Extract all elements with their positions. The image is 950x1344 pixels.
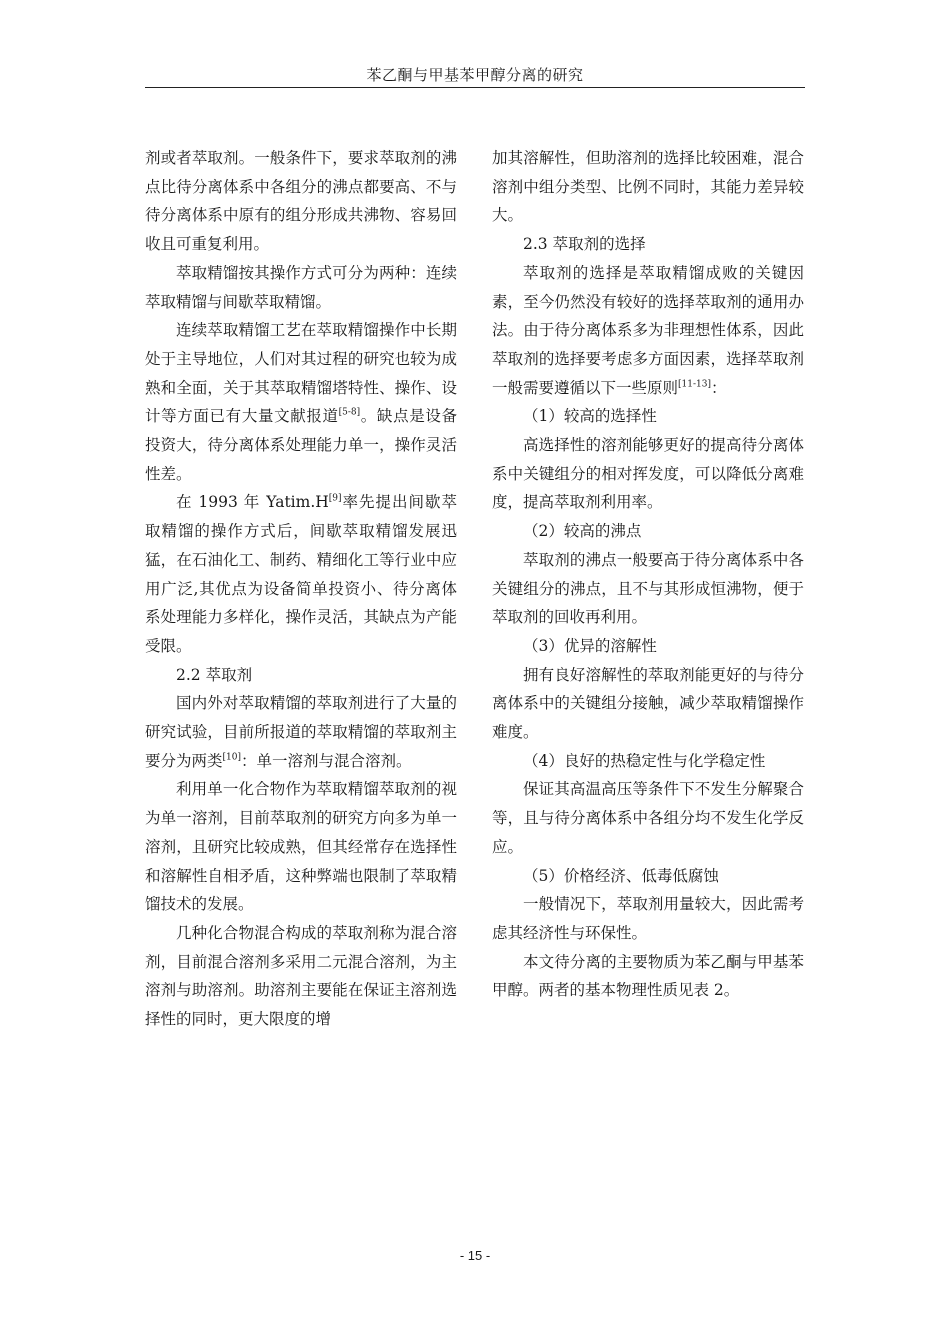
criterion-heading-1: （1）较高的选择性	[523, 407, 657, 426]
paragraph-text: 。缺点是设备投资大，待分离体系处理能力单一，操作灵活性差。	[145, 407, 457, 483]
criterion-heading-5: （5）价格经济、低毒低腐蚀	[523, 866, 719, 885]
citation-ref: [9]	[328, 494, 342, 505]
criterion-heading-3: （3）优异的溶解性	[523, 636, 657, 655]
paragraph: 高选择性的溶剂能够更好的提高待分离体系中关键组分的相对挥发度，可以降低分离难度，提高萃取剂利用率。	[492, 436, 804, 512]
paragraph-text: 国内外对萃取精馏的萃取剂进行了大量的研究试验，目前所报道的萃取精馏的萃取剂主要分为两类	[145, 694, 457, 770]
paragraph-text: ：单一溶剂与混合溶剂。	[241, 751, 412, 770]
paragraph	[145, 689, 457, 775]
citation-ref: [5-8]	[338, 408, 361, 419]
citation-ref: [11-13]	[678, 379, 711, 390]
paragraph: 一般情况下，萃取剂用量较大，因此需考虑其经济性与环保性。	[492, 895, 804, 942]
paragraph: 加其溶解性，但助溶剂的选择比较困难，混合溶剂中组分类型、比例不同时，其能力差异较大。	[492, 149, 804, 225]
paragraph	[145, 316, 457, 488]
paragraph: 萃取精馏按其操作方式可分为两种：连续萃取精馏与间歇萃取精馏。	[145, 263, 457, 311]
paragraph: 几种化合物混合构成的萃取剂称为混合溶剂，目前混合溶剂多采用二元混合溶剂，为主溶剂与助溶剂。助溶剂主要能在保证主溶剂选择性的同时，更大限度的增	[145, 923, 457, 1029]
paragraph: 保证其高温高压等条件下不发生分解聚合等，且与待分离体系中各组分均不发生化学反应。	[492, 780, 804, 856]
paragraph: 本文待分离的主要物质为苯乙酮与甲基苯甲醇。两者的基本物理性质见表 2。	[492, 952, 804, 1000]
paragraph: 利用单一化合物作为萃取精馏萃取剂的视为单一溶剂，目前萃取剂的研究方向多为单一溶剂，且研究比较成熟，但其经常存在选择性和溶解性自相矛盾，这种弊端也限制了萃取精馏技术的发展。	[145, 780, 457, 914]
running-header-title: 苯乙酮与甲基苯甲醇分离的研究	[366, 66, 584, 84]
paragraph	[492, 259, 804, 403]
paragraph: 萃取剂的沸点一般要高于待分离体系中各关键组分的沸点，且不与其形成恒沸物，便于萃取剂的回收再利用。	[492, 550, 804, 627]
page-number: - 15 -	[459, 1248, 491, 1263]
right-column	[492, 144, 804, 1005]
paragraph	[145, 488, 457, 660]
paragraph-text: 连续萃取精馏工艺在萃取精馏操作中长期处于主导地位，人们对其过程的研究也较为成熟和全面，关于其萃取精馏塔特性、操作、设计等方面已有大量文献报道	[145, 321, 457, 426]
paragraph-text: 率先提出间歇萃取精馏的操作方式后，间歇萃取精馏发展迅猛，在石油化工、制药、精细化工等行业中应用广泛,其优点为设备简单投资小、待分离体系处理能力多样化，操作灵活，其缺点为产能受限。	[145, 493, 457, 655]
paragraph-text: 萃取剂的选择是萃取精馏成败的关键因素，至今仍然没有较好的选择萃取剂的通用办法。由于待分离体系多为非理想性体系，因此萃取剂的选择要考虑多方面因素，选择萃取剂一般需要遵循以下一些原则	[492, 263, 804, 397]
paragraph: 剂或者萃取剂。一般条件下，要求萃取剂的沸点比待分离体系中各组分的沸点都要高、不与待分离体系中原有的组分形成共沸物、容易回收且可重复利用。	[145, 149, 457, 254]
paragraph: 拥有良好溶解性的萃取剂能更好的与待分离体系中的关键组分接触，减少萃取精馏操作难度。	[492, 665, 804, 742]
section-heading-2-2: 2.2 萃取剂	[176, 665, 253, 684]
section-heading-2-3: 2.3 萃取剂的选择	[523, 235, 646, 254]
citation-ref: [10]	[222, 752, 241, 763]
criterion-heading-4: （4）良好的热稳定性与化学稳定性	[523, 751, 766, 770]
header-rule	[145, 87, 805, 88]
paragraph-text: ：	[710, 378, 727, 397]
left-column	[145, 144, 457, 1034]
criterion-heading-2: （2）较高的沸点	[523, 522, 642, 541]
paragraph-text: 在 1993 年 Yatim.H	[176, 493, 329, 512]
